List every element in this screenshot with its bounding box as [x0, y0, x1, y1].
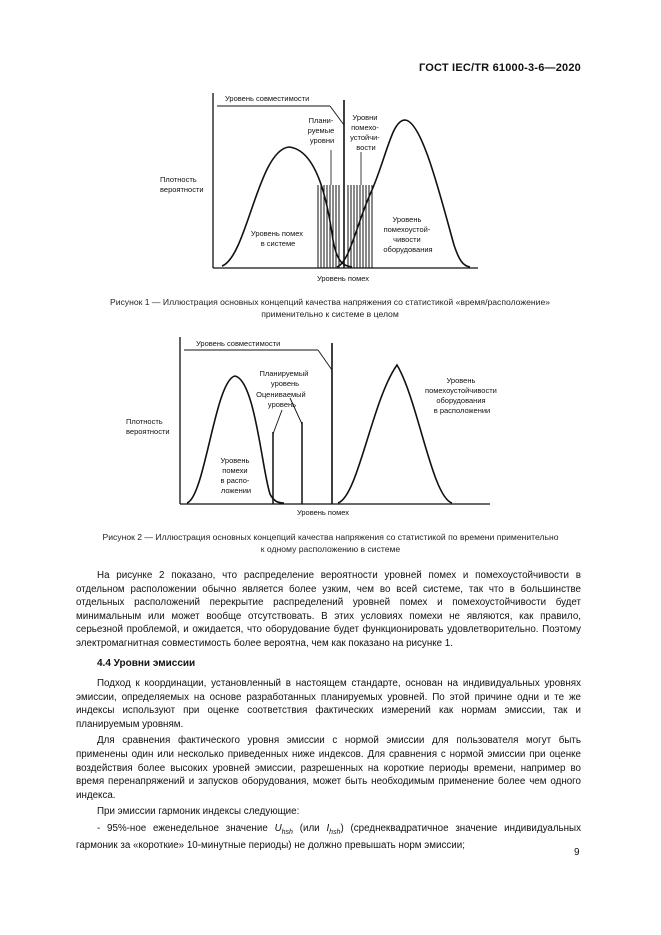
f1-planning-line: Плани- [308, 116, 334, 125]
f2-site-line: помехи [222, 466, 248, 475]
i-subscript: hsh [329, 828, 341, 836]
compatibility-level-arrow [318, 350, 332, 370]
section-text-block [76, 677, 581, 856]
f2-immunity-line: Уровень [446, 376, 476, 385]
bullet-suffix: ) (среднеквадратичное значение индивидуальных гармоник за «короткие» 10-минутные периоды) не должно превышать норм эмиссии; [76, 822, 581, 852]
section-paragraph: При эмиссии гармоник индексы следующие: [97, 806, 300, 818]
caption-line: Рисунок 2 — Иллюстрация основных концепций качества напряжения со статистикой по времени применительно [102, 532, 559, 542]
standard-header: ГОСТ IEC/TR 61000-3-6—2020 [418, 62, 581, 74]
f1-equipment-line: оборудования [383, 245, 433, 254]
f1-immunity-line: устойчи- [350, 133, 380, 142]
bullet-prefix: - 95%-ное еженедельное значение [97, 822, 275, 834]
f1-planning-line: уровни [309, 136, 335, 145]
f1-density-line: Плотность [160, 175, 197, 184]
section-paragraph: Для сравнения фактического уровня эмиссии с нормой эмиссии для пользователя могут быть применены один или несколько приведенных ниже индексов. Для сравнения с нормой эмиссии при оценке воздействия более высоких уровней эмиссии, разрешенных на короткие периоды времени, например во время перенапряжений и запусков оборудования, может быть необходимым применение более чем одного индекса. [76, 735, 581, 801]
f2-density-label [126, 417, 170, 436]
f2-compatibility-label: Уровень совместимости [196, 339, 281, 348]
f2-site-line: в распо- [220, 476, 250, 485]
f2-assessed-label [256, 390, 308, 409]
f2-site-line: ложении [220, 486, 252, 495]
f1-immunity-line: вости [356, 143, 376, 152]
f1-x-axis-label: Уровень помех [316, 274, 370, 283]
section-paragraph: Подход к координации, установленный в настоящем стандарте, основан на индивидуальных уровнях эмиссии, определяемых на основе разработанных планируемых уровней. По этой причине одни и те же индексы используют при оценке соответствия фактических измерений как нормам эмиссии, так и планируемым уровням. [76, 678, 581, 730]
f2-density-line: Плотность [126, 417, 163, 426]
f1-disturbance-line: в системе [260, 239, 296, 248]
f1-equipment-line: Уровень [392, 215, 422, 224]
f1-immunity-line: помехо- [351, 123, 379, 132]
section-heading: 4.4 Уровни эмиссии [97, 658, 196, 669]
f1-disturbance-line: Уровень помех [250, 229, 304, 238]
f2-immunity-label [425, 376, 499, 415]
f2-immunity-line: оборудования [436, 396, 486, 405]
f1-equipment-line: чивости [393, 235, 421, 244]
f2-immunity-line: в расположении [433, 406, 491, 415]
f1-equipment-line: помехоустой- [383, 225, 431, 234]
f1-immunity-line: Уровни [352, 113, 378, 122]
f2-assessed-line: Оценивaемый [256, 390, 306, 399]
bullet-item [76, 822, 581, 853]
f2-planned-line: уровень [270, 379, 300, 388]
f2-site-disturbance-label [221, 456, 252, 495]
f2-assessed-line: уровень [267, 400, 297, 409]
f2-site-line: Уровень [220, 456, 250, 465]
f2-density-line: вероятности [126, 427, 170, 436]
f2-x-axis-label: Уровень помех [296, 508, 350, 517]
body-paragraph: На рисунке 2 показано, что распределение вероятности уровней помех и помехоустойчивости в отдельном расположении обычно является более узким, чем во всей системе, так что в большинстве отдельных расположений перекрытие распределений уровней помех и помехоустойчивости будет минимальным или может вообще отсутствовать. В этих условиях помехи не являются, как правило, серьезной проблемой, и ожидается, что оборудование будет функционировать удовлетворительно. Поэтому электромагнитная совместимость более вероятна, чем как показано на рисунке 1. [76, 570, 581, 649]
figure-2-caption [22, 532, 639, 555]
u-subscript: hsh [281, 828, 293, 836]
caption-line: к одному расположению в системе [260, 543, 401, 554]
caption-line: Рисунок 1 — Иллюстрация основных концепций качества напряжения со статистикой «время/расположение» [109, 297, 551, 307]
f1-planning-line: руемые [307, 126, 335, 135]
f2-immunity-line: помехоустойчивости [425, 386, 497, 395]
u-symbol: U [274, 822, 282, 834]
f1-density-line: вероятности [160, 185, 204, 194]
body-text-block [76, 569, 581, 654]
f1-compatibility-label: Уровень совместимости [225, 94, 310, 103]
page-number: 9 [574, 847, 580, 858]
i-symbol: I [326, 822, 330, 834]
caption-line: применительно к системе в целом [261, 308, 399, 319]
assessed-arrow [273, 410, 282, 434]
f2-planned-line: Планируемый [259, 369, 309, 378]
bullet-mid: (или [292, 822, 327, 834]
f2-planned-label [259, 369, 310, 388]
